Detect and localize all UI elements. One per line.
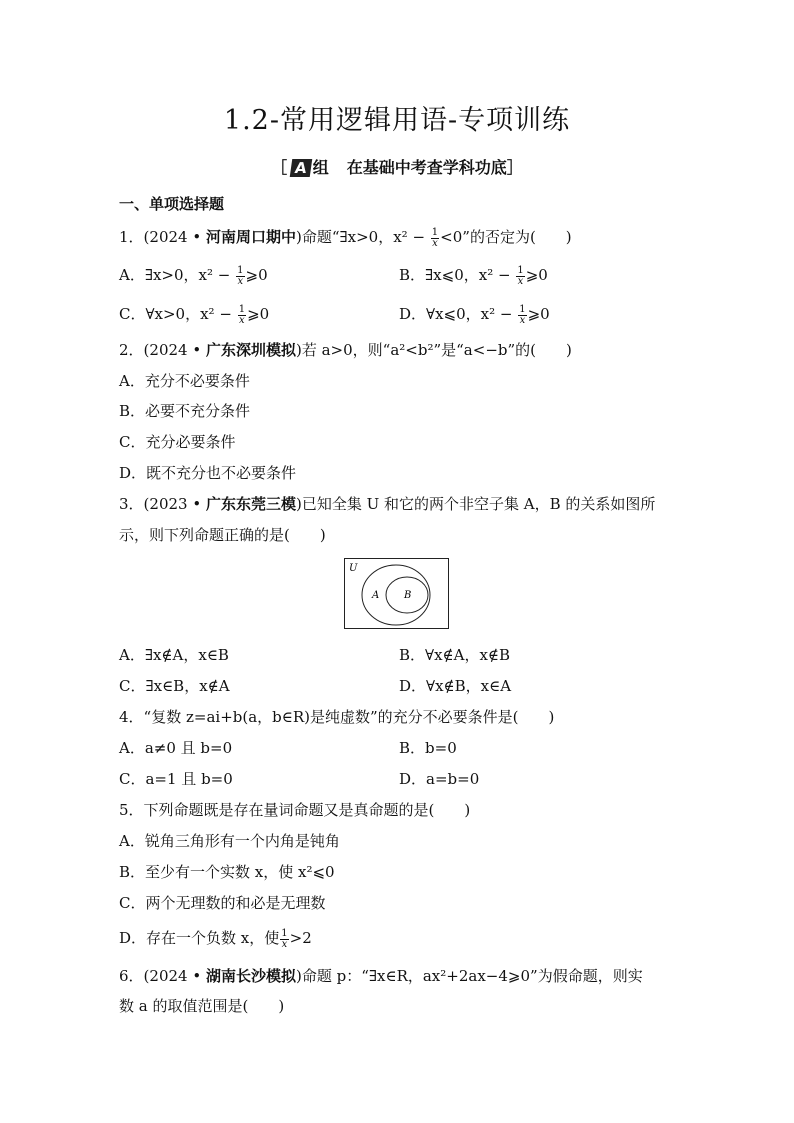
q1-option-a: A．∃x>0，x² − $\frac{1}{x}$ ⩾0 <box>119 264 268 287</box>
page-title: 1.2-常用逻辑用语-专项训练 <box>223 105 571 136</box>
venn-diagram <box>344 558 450 630</box>
q4-option-d: D．a=b=0 <box>399 770 480 788</box>
q2-option-a: A．充分不必要条件 <box>119 372 250 390</box>
q4-stem: 4．“复数 z=ai+b(a，b∈R)是纯虚数”的充分不必要条件是( ) <box>119 708 555 726</box>
group-heading <box>0 155 794 178</box>
q1-option-c: C．∀x>0，x² − $\frac{1}{x}$ ⩾0 <box>119 303 270 326</box>
group-label: 组 <box>312 158 329 177</box>
q2-option-c: C．充分必要条件 <box>119 433 236 451</box>
venn-universe-box <box>345 559 449 629</box>
q4-option-b: B．b=0 <box>399 739 457 757</box>
q6-stem: 6．(2024 • 湖南长沙模拟)命题 p：“∃x∈R，ax²+2ax−4⩾0”为假命题，则实 <box>119 967 643 985</box>
section-heading: 一、单项选择题 <box>119 195 225 213</box>
q3-option-c: C．∃x∈B，x∉A <box>119 677 230 695</box>
q3-option-d: D．∀x∉B，x∈A <box>399 677 512 695</box>
q1-fraction: $\frac{1}{x}$ <box>431 226 439 249</box>
venn-label-a: A <box>372 590 380 601</box>
bracket-right: ］ <box>506 158 523 177</box>
q2-option-b: B．必要不充分条件 <box>119 402 251 420</box>
q2-option-d: D．既不充分也不必要条件 <box>119 464 297 482</box>
q3-stem: 3．(2023 • 广东东莞三模)已知全集 U 和它的两个非空子集 A，B 的关系如图所 <box>119 495 656 513</box>
q3-option-a: A．∃x∉A，x∈B <box>119 646 229 664</box>
q1-option-d: D．∀x⩽0，x² − $\frac{1}{x}$ ⩾0 <box>399 303 550 326</box>
q4-option-a: A．a≠0 且 b=0 <box>119 739 233 757</box>
q5-option-b: B．至少有一个实数 x，使 x²⩽0 <box>119 863 335 881</box>
venn-label-u: U <box>349 563 358 574</box>
q6-stem-line2: 数 a 的取值范围是( ) <box>119 997 285 1015</box>
q1-stem: 1．(2024 • 河南周口期中)命题“∃x>0，x² − $\frac{1}{x}$ <0”的否定为( ) <box>119 226 572 249</box>
q3-option-b: B．∀x∉A，x∉B <box>399 646 511 664</box>
q2-stem: 2．(2024 • 广东深圳模拟)若 a>0，则“a²<b²”是“a<−b”的( ) <box>119 341 572 359</box>
venn-label-b: B <box>404 590 412 601</box>
q5-stem: 5．下列命题既是存在量词命题又是真命题的是( ) <box>119 801 471 819</box>
bracket-left: ［ <box>271 158 288 177</box>
q4-option-c: C．a=1 且 b=0 <box>119 770 233 788</box>
q3-stem-line2: 示，则下列命题正确的是( ) <box>119 526 326 544</box>
q5-option-a: A．锐角三角形有一个内角是钝角 <box>119 832 340 850</box>
q5-option-d: D．存在一个负数 x，使 $\frac{1}{x}$ >2 <box>119 927 312 950</box>
group-badge: A <box>290 159 312 177</box>
group-desc: 在基础中考查学科功底 <box>346 158 507 177</box>
q1-option-b: B．∃x⩽0，x² − $\frac{1}{x}$ ⩾0 <box>399 264 548 287</box>
q5-option-c: C．两个无理数的和必是无理数 <box>119 894 326 912</box>
